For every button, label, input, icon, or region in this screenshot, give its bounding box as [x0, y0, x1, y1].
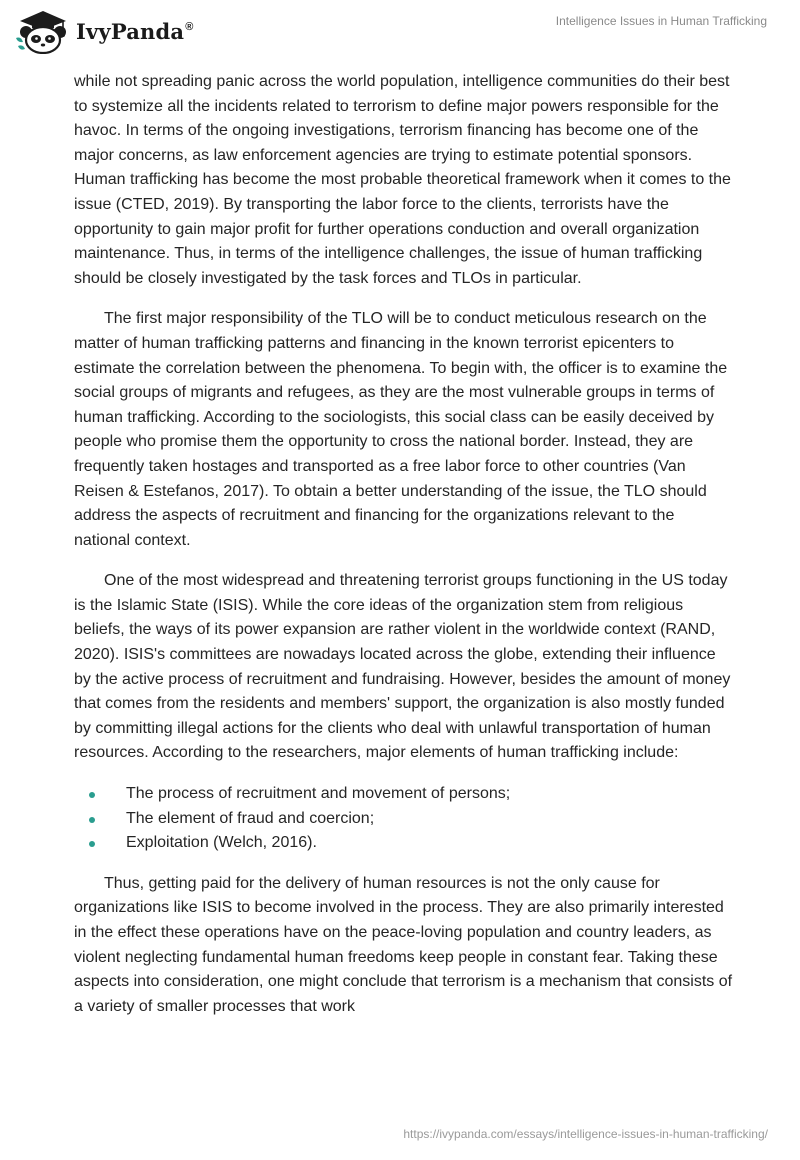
brand-name: IvyPanda®: [76, 18, 194, 44]
page-header: [0, 0, 800, 62]
list-item-text: The process of recruitment and movement of persons;: [126, 785, 511, 803]
bullet-list: [74, 782, 734, 856]
bullet-icon: [89, 817, 95, 823]
bullet-icon: [89, 792, 95, 798]
paragraph: The first major responsibility of the TLO will be to conduct meticulous research on the matter of human trafficking patterns and financing in the known terrorist epicenters to estimate the correlation between the phenomena. To begin with, the officer is to examine the social groups of migrants and refugees, as they are the most vulnerable groups in terms of human trafficking. According to the sociologists, this social class can be easily deceived by people who promise them the opportunity to cross the national border. Instead, they are frequently taken hostages and transported as a free labor force to other countries (Van Reisen & Estefanos, 2017). To obtain a better understanding of the issue, the TLO should address the aspects of recruitment and financing for the organizations relevant to the national context.: [74, 310, 728, 549]
list-item: [74, 831, 734, 856]
brand-logo[interactable]: [14, 8, 194, 54]
list-item: [74, 807, 734, 832]
document-title: Intelligence Issues in Human Trafficking: [555, 14, 767, 28]
list-item: [74, 782, 734, 807]
paragraph: while not spreading panic across the world population, intelligence communities do their best to systemize all the incidents related to terrorism to define major powers responsible for the havoc. In terms of the ongoing investigations, terrorism financing has become one of the major concerns, as law enforcement agencies are trying to estimate potential sponsors. Human trafficking has become the most probable theoretical framework when it comes to the issue (CTED, 2019). By transporting the labor force to the clients, terrorists have the opportunity to gain major profit for further operations conduction and overall organization maintenance. Thus, in terms of the intelligence challenges, the issue of human trafficking should be closely investigated by the task forces and TLOs in particular.: [74, 73, 731, 287]
paragraph: Thus, getting paid for the delivery of human resources is not the only cause for organizations like ISIS to become involved in the process. They are also primarily interested in the effect these operations have on the peace-loving population and country leaders, as violent neglecting fundamental human freedoms keep people in constant fear. Taking these aspects into consideration, one might conclude that terrorism is a mechanism that consists of a variety of smaller processes that work: [74, 874, 733, 1015]
registered-mark: ®: [185, 20, 194, 33]
list-item-text: The element of fraud and coercion;: [126, 809, 375, 827]
panda-graduate-icon: [14, 8, 72, 54]
source-url[interactable]: https://ivypanda.com/essays/intelligence-issues-in-human-trafficking/: [403, 1127, 768, 1141]
essay-body: [74, 70, 734, 1035]
list-item-text: Exploitation (Welch, 2016).: [126, 834, 317, 852]
bullet-icon: [89, 841, 95, 847]
paragraph: One of the most widespread and threatening terrorist groups functioning in the US today is the Islamic State (ISIS). While the core ideas of the organization stem from religious beliefs, the ways of its power expansion are rather violent in the worldwide context (RAND, 2020). ISIS's committees are nowadays located across the globe, extending their influence by the active process of recruitment and fundraising. However, besides the amount of money that comes from the residents and members' support, the organization is also mostly funded by committing illegal actions for the clients who deal with unlawful transportation of human resources. According to the researchers, major elements of human trafficking include:: [74, 572, 731, 762]
